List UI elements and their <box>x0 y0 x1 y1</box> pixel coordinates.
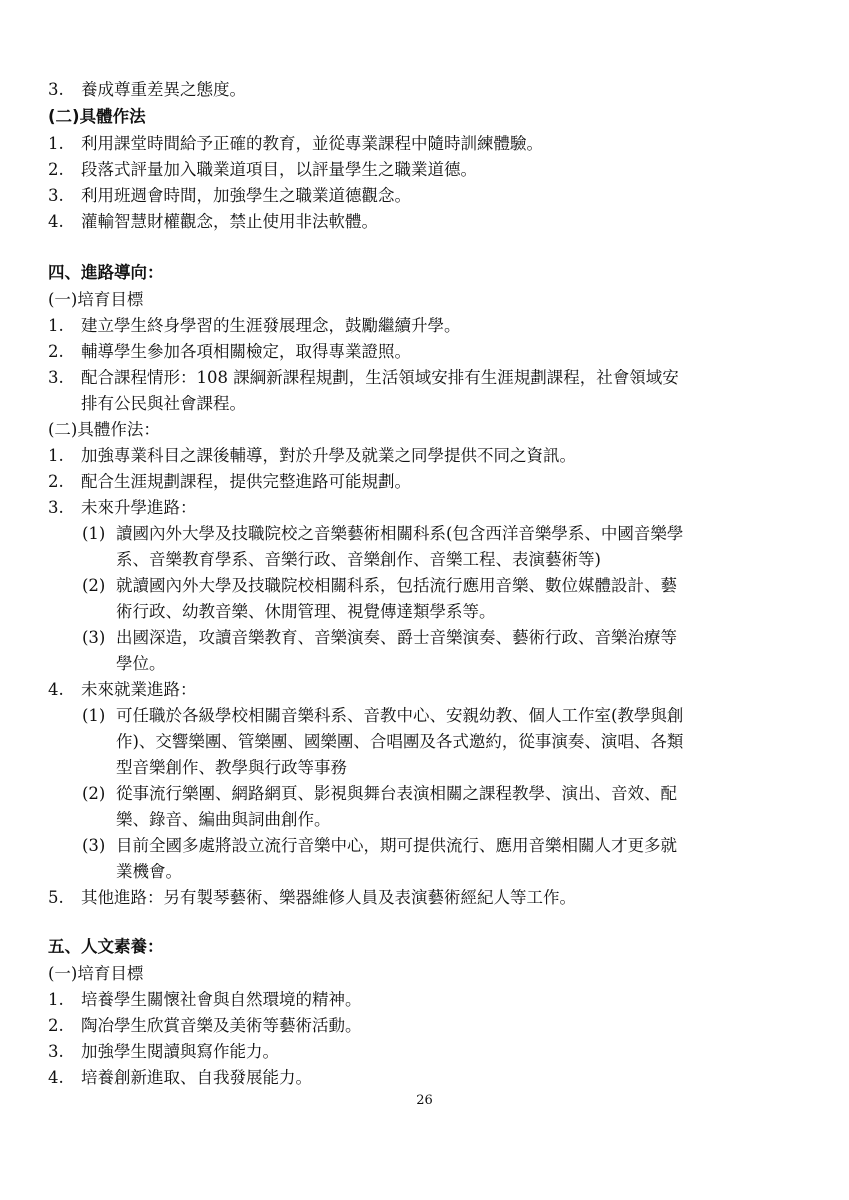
section-subheading: (一)培育目標 <box>48 964 144 983</box>
sub-list-item-continuation: 作)、交響樂團、管樂團、國樂團、合唱團及各式邀約，從事演奏、演唱、各類 <box>116 732 684 751</box>
section-heading: 四、進路導向： <box>48 263 164 282</box>
list-item: 1. 培養學生關懷社會與自然環境的精神。 <box>48 990 362 1009</box>
list-item: 1. 利用課堂時間給予正確的教育，並從專業課程中隨時訓練體驗。 <box>48 134 543 153</box>
sub-list-item: (2) 就讀國內外大學及技職院校相關科系，包括流行應用音樂、數位媒體設計、藝 <box>82 576 677 595</box>
list-item: 3. 利用班週會時間，加強學生之職業道德觀念。 <box>48 186 411 205</box>
page-number: 26 <box>416 1093 433 1108</box>
list-item: 3. 加強學生閱讀與寫作能力。 <box>48 1042 279 1061</box>
sub-list-item: (3) 目前全國多處將設立流行音樂中心，期可提供流行、應用音樂相關人才更多就 <box>82 836 677 855</box>
list-item: 4. 培養創新進取、自我發展能力。 <box>48 1068 312 1087</box>
list-item: 2. 配合生涯規劃課程，提供完整進路可能規劃。 <box>48 472 411 491</box>
list-item: 1. 加強專業科目之課後輔導，對於升學及就業之同學提供不同之資訊。 <box>48 446 576 465</box>
sub-list-item-continuation: 系、音樂教育學系、音樂行政、音樂創作、音樂工程、表演藝術等) <box>116 550 601 569</box>
sub-list-item-continuation: 型音樂創作、教學與行政等事務 <box>116 758 347 777</box>
section-subheading: (二)具體作法 <box>48 107 146 126</box>
sub-list-item-continuation: 術行政、幼教音樂、休閒管理、視覺傳達類學系等。 <box>116 602 496 621</box>
list-item: 2. 陶冶學生欣賞音樂及美術等藝術活動。 <box>48 1016 362 1035</box>
list-item: 3. 未來升學進路： <box>48 498 197 517</box>
sub-list-item-continuation: 業機會。 <box>116 862 182 881</box>
list-item: 3. 配合課程情形：108 課綱新課程規劃，生活領域安排有生涯規劃課程，社會領域安 <box>48 368 679 387</box>
list-item: 4. 灌輸智慧財權觀念，禁止使用非法軟體。 <box>48 212 378 231</box>
sub-list-item: (1) 可任職於各級學校相關音樂科系、音教中心、安親幼教、個人工作室(教學與創 <box>82 706 684 725</box>
list-item: 4. 未來就業進路： <box>48 680 197 699</box>
sub-list-item-continuation: 樂、錄音、編曲與詞曲創作。 <box>116 810 331 829</box>
section-subheading: (一)培育目標 <box>48 290 144 309</box>
section-heading: 五、人文素養： <box>48 937 164 956</box>
list-item: 2. 輔導學生參加各項相關檢定，取得專業證照。 <box>48 342 411 361</box>
list-item: 5. 其他進路：另有製琴藝術、樂器維修人員及表演藝術經紀人等工作。 <box>48 888 576 907</box>
sub-list-item-continuation: 學位。 <box>116 654 166 673</box>
list-item: 3. 養成尊重差異之態度。 <box>48 80 246 99</box>
section-subheading: (二)具體作法： <box>48 420 160 439</box>
list-item-continuation: 排有公民與社會課程。 <box>81 394 246 413</box>
list-item: 1. 建立學生終身學習的生涯發展理念，鼓勵繼續升學。 <box>48 316 461 335</box>
sub-list-item: (1) 讀國內外大學及技職院校之音樂藝術相關科系(包含西洋音樂學系、中國音樂學 <box>82 524 684 543</box>
sub-list-item: (2) 從事流行樂團、網路網頁、影視與舞台表演相關之課程教學、演出、音效、配 <box>82 784 677 803</box>
list-item: 2. 段落式評量加入職業道項目，以評量學生之職業道德。 <box>48 160 477 179</box>
sub-list-item: (3) 出國深造，攻讀音樂教育、音樂演奏、爵士音樂演奏、藝術行政、音樂治療等 <box>82 628 677 647</box>
